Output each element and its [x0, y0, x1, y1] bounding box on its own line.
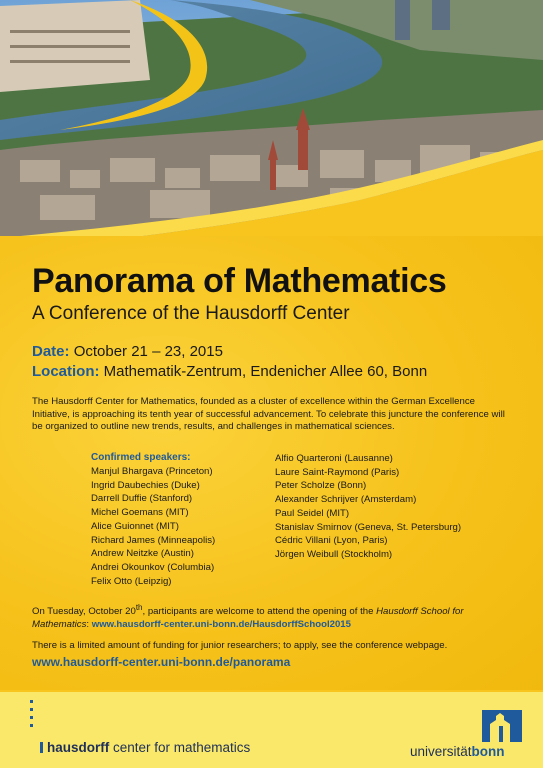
main-content	[32, 262, 512, 434]
university-wordmark	[410, 744, 505, 759]
speaker-item: Manjul Bhargava (Princeton)	[91, 466, 213, 477]
ordinal-suffix: th	[135, 603, 143, 612]
logo-word-hausdorff: hausdorff	[47, 740, 110, 755]
school-name: Hausdorff School for Mathematics	[32, 606, 464, 630]
speaker-item: Paul Seidel (MIT)	[275, 507, 350, 519]
panorama-illustration	[0, 0, 543, 262]
opening-note	[32, 602, 512, 631]
date-value: October 21 – 23, 2015	[73, 343, 223, 360]
speaker-item: Ingrid Daubechies (Duke)	[91, 479, 200, 491]
conference-website-link[interactable]: www.hausdorff-center.uni-bonn.de/panorama	[32, 655, 291, 669]
location-label: Location:	[32, 363, 100, 380]
speakers-right-column	[275, 452, 461, 588]
speaker-item: Richard James (Minneapolis)	[91, 534, 216, 546]
speaker-item: Stanislav Smirnov (Geneva, St. Petersburg)	[275, 521, 462, 533]
logo-bar-icon	[40, 742, 43, 753]
opening-colon: :	[86, 618, 92, 630]
speaker-item: Alexander Schrijver (Amsterdam)	[275, 494, 417, 506]
page-subtitle: A Conference of the Hausdorff Center	[32, 303, 350, 324]
event-meta	[32, 342, 512, 382]
hausdorff-center-logo	[40, 740, 250, 755]
footer-bar	[0, 692, 543, 768]
notes-section	[32, 602, 512, 653]
speakers-section	[91, 452, 521, 588]
opening-text: On Tuesday, October 20	[32, 606, 136, 618]
speakers-left-column	[91, 465, 275, 588]
logo-word-center: center for mathematics	[109, 740, 251, 755]
page-title: Panorama of Mathematics	[32, 262, 447, 300]
speaker-item: Alice Guionnet (MIT)	[91, 520, 179, 532]
date-line	[32, 342, 512, 362]
speaker-item: Alfio Quarteroni (Lausanne)	[275, 453, 393, 464]
speaker-item: Darrell Duffie (Stanford)	[91, 493, 193, 505]
wordmark-universitat: universität	[410, 744, 472, 759]
speakers-header: Confirmed speakers:	[91, 452, 191, 463]
speaker-item: Michel Goemans (MIT)	[91, 507, 189, 519]
decorative-dots	[30, 700, 33, 732]
speaker-item: Andrew Neitzke (Austin)	[91, 548, 194, 560]
speaker-item: Peter Scholze (Bonn)	[275, 480, 367, 492]
speaker-item: Felix Otto (Leipzig)	[91, 575, 172, 587]
location-line	[32, 362, 512, 382]
opening-text-mid: , participants are welcome to attend the opening of the	[142, 606, 377, 618]
intro-paragraph: The Hausdorff Center for Mathematics, founded as a cluster of excellence within the German Excellence Initiative, is approaching its tenth year of successful advancement. To celebrate this juncture the conference will be organized to outline new trends, results, and challenges in mathematical sciences.	[32, 396, 505, 432]
funding-note: There is a limited amount of funding for junior researchers; to apply, see the conference webpage.	[32, 640, 448, 652]
university-bonn-logo	[410, 710, 530, 762]
speaker-item: Laure Saint-Raymond (Paris)	[275, 466, 400, 478]
header-photo-bonn-panorama	[0, 0, 543, 262]
university-seal-icon	[482, 710, 522, 742]
date-label: Date:	[32, 343, 70, 360]
school-link[interactable]: www.hausdorff-center.uni-bonn.de/HausdorffSchool2015	[91, 618, 351, 630]
speaker-item: Cédric Villani (Lyon, Paris)	[275, 535, 388, 547]
wordmark-bonn: bonn	[471, 744, 505, 759]
location-value: Mathematik-Zentrum, Endenicher Allee 60, Bonn	[103, 363, 428, 380]
speaker-item: Andrei Okounkov (Columbia)	[91, 561, 215, 573]
speaker-item: Jörgen Weibull (Stockholm)	[275, 548, 393, 560]
